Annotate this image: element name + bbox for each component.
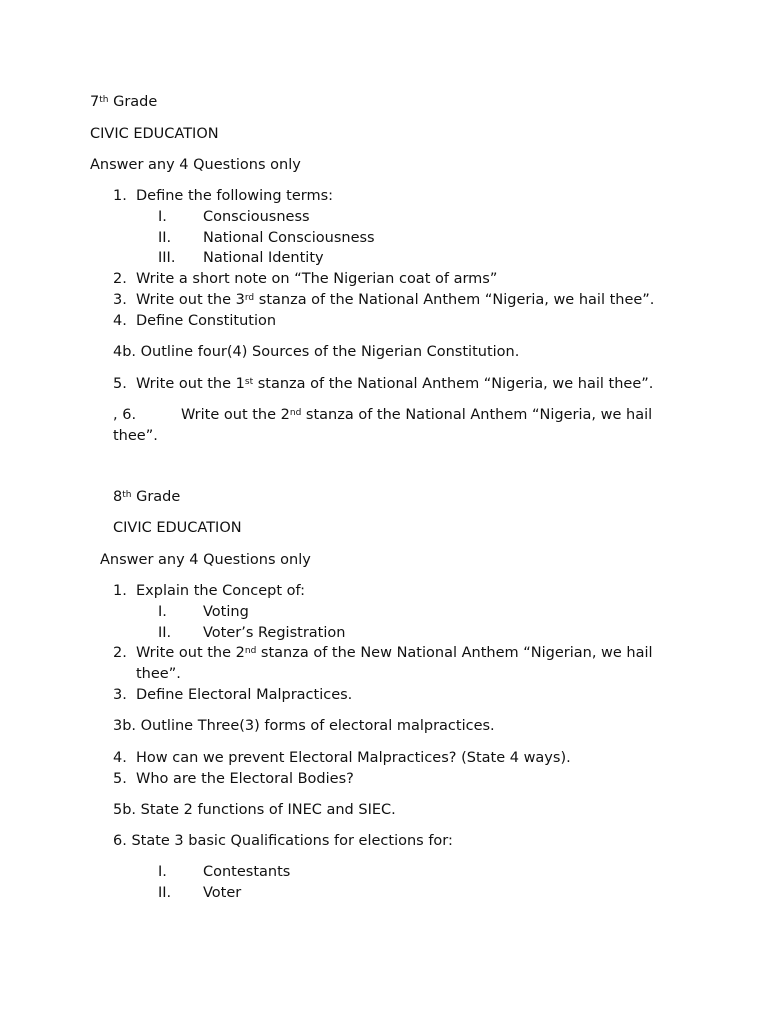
question-number: 3.	[113, 292, 127, 308]
question-number: 4.	[113, 750, 127, 766]
grade8-q1-term-1	[158, 603, 249, 621]
grade-word: Grade	[108, 94, 158, 110]
grade7-q5	[113, 375, 653, 393]
grade7-heading	[90, 93, 157, 111]
question-number: 5.	[113, 376, 127, 392]
grade7-q4b: 4b. Outline four(4) Sources of the Nigerian Constitution.	[113, 344, 520, 360]
grade7-q2	[113, 270, 497, 288]
grade-superscript: th	[99, 95, 109, 105]
question-text: How can we prevent Electoral Malpractices? (State 4 ways).	[136, 750, 571, 766]
grade8-q6-term-2	[158, 884, 241, 902]
term-text: Voter	[203, 885, 242, 901]
ordinal-superscript: nd	[289, 408, 302, 418]
grade8-subject: CIVIC EDUCATION	[113, 520, 242, 536]
question-number: 1.	[113, 188, 127, 204]
question-text-cont: stanza of the National Anthem “Nigeria, we hail thee”.	[253, 376, 654, 392]
term-numeral: II.	[158, 625, 172, 641]
question-number: 2.	[113, 271, 127, 287]
question-text-cont: stanza of the National Anthem “Nigeria, we hail	[301, 407, 653, 423]
ordinal-superscript: rd	[244, 293, 255, 303]
term-numeral: III.	[158, 250, 176, 266]
grade7-q3	[113, 291, 654, 309]
grade7-subject: CIVIC EDUCATION	[90, 126, 219, 142]
term-numeral: II.	[158, 230, 172, 246]
grade-word: Grade	[131, 489, 181, 505]
grade8-q6: 6. State 3 basic Qualifications for elections for:	[113, 833, 453, 849]
question-text: Define Constitution	[136, 313, 277, 329]
grade8-instruction: Answer any 4 Questions only	[100, 552, 311, 568]
grade7-q4	[113, 312, 276, 330]
grade7-q6	[113, 406, 652, 424]
grade7-q6-continuation: thee”.	[113, 428, 158, 444]
question-number: 2.	[113, 645, 127, 661]
question-text: Write out the 2	[136, 645, 245, 661]
grade8-q2	[113, 644, 653, 662]
question-text: Who are the Electoral Bodies?	[136, 771, 354, 787]
grade7-q1-term-3	[158, 249, 324, 267]
grade8-q1-term-2	[158, 624, 345, 642]
ordinal-superscript: nd	[244, 646, 257, 656]
term-text: Contestants	[203, 864, 291, 880]
grade7-instruction: Answer any 4 Questions only	[90, 157, 301, 173]
grade-number: 7	[90, 94, 100, 110]
grade8-q4	[113, 749, 571, 767]
grade7-q1-term-2	[158, 229, 375, 247]
term-text: Voter’s Registration	[203, 625, 346, 641]
grade8-q3b: 3b. Outline Three(3) forms of electoral malpractices.	[113, 718, 495, 734]
term-text: Voting	[203, 604, 249, 620]
question-text-cont: stanza of the New National Anthem “Nigerian, we hail	[256, 645, 653, 661]
grade8-q6-term-1	[158, 863, 290, 881]
ordinal-superscript: st	[244, 377, 254, 387]
grade-number: 8	[113, 489, 123, 505]
term-numeral: I.	[158, 864, 167, 880]
term-text: Consciousness	[203, 209, 310, 225]
question-text: Define the following terms:	[136, 188, 334, 204]
question-number: , 6.	[113, 407, 137, 423]
term-text: National Consciousness	[203, 230, 375, 246]
question-text: Explain the Concept of:	[136, 583, 306, 599]
question-text: Write out the 3	[136, 292, 245, 308]
grade7-q1	[113, 187, 333, 205]
question-text-cont: stanza of the National Anthem “Nigeria, we hail thee”.	[254, 292, 655, 308]
grade8-q5b: 5b. State 2 functions of INEC and SIEC.	[113, 802, 396, 818]
question-text: Write out the 2	[181, 407, 290, 423]
grade8-q5	[113, 770, 354, 788]
grade-superscript: th	[122, 490, 132, 500]
term-numeral: I.	[158, 209, 167, 225]
term-text: National Identity	[203, 250, 324, 266]
question-text: Write a short note on “The Nigerian coat of arms”	[136, 271, 498, 287]
grade8-q1	[113, 582, 305, 600]
question-number: 5.	[113, 771, 127, 787]
question-text: Define Electoral Malpractices.	[136, 687, 353, 703]
question-number: 1.	[113, 583, 127, 599]
question-number: 4.	[113, 313, 127, 329]
grade8-q2-continuation: thee”.	[136, 666, 181, 682]
grade7-q1-term-1	[158, 208, 310, 226]
question-number: 3.	[113, 687, 127, 703]
question-text: Write out the 1	[136, 376, 245, 392]
grade8-heading	[113, 488, 180, 506]
grade8-q3	[113, 686, 352, 704]
term-numeral: I.	[158, 604, 167, 620]
term-numeral: II.	[158, 885, 172, 901]
